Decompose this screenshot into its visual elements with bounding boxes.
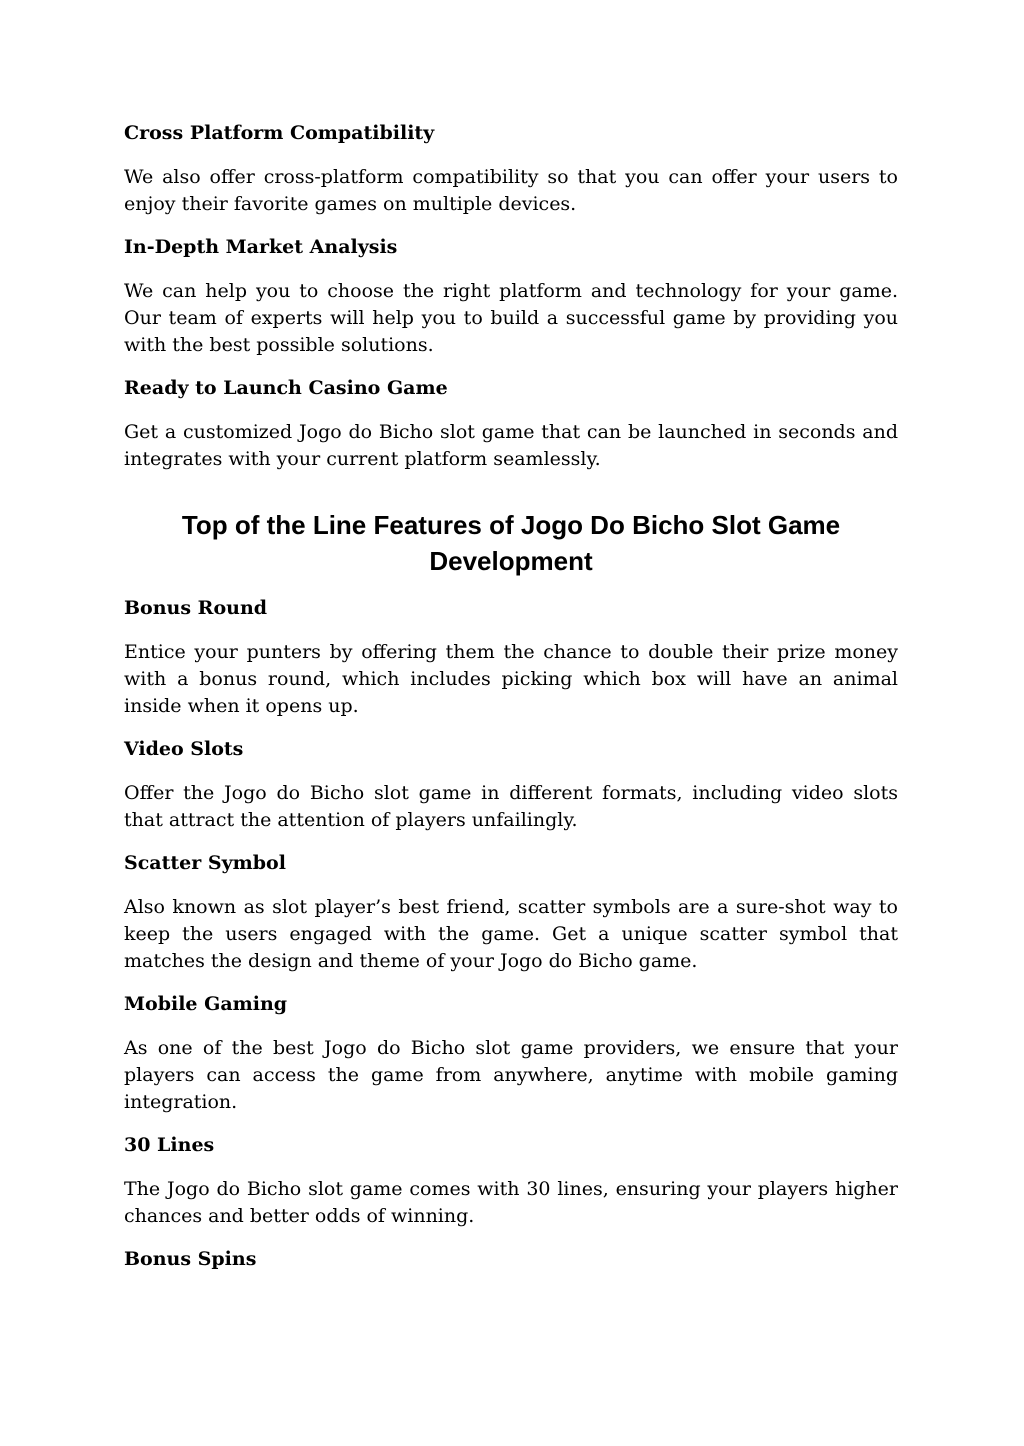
heading-market-analysis: In-Depth Market Analysis: [124, 236, 398, 258]
heading-30-lines: 30 Lines: [124, 1134, 215, 1156]
heading-video-slots: Video Slots: [124, 738, 244, 760]
heading-bonus-round: Bonus Round: [124, 597, 268, 619]
section-title: Top of the Line Features of Jogo Do Bicho Slot Game Development: [181, 510, 841, 576]
heading-mobile-gaming: Mobile Gaming: [124, 993, 288, 1015]
heading-bonus-spins: Bonus Spins: [124, 1248, 257, 1270]
paragraph-mobile-gaming: As one of the best Jogo do Bicho slot game providers, we ensure that your players can access the game from anywhere, anytime with mobile gaming integration.: [124, 1037, 898, 1113]
heading-cross-platform: Cross Platform Compatibility: [124, 122, 435, 144]
paragraph-video-slots: Offer the Jogo do Bicho slot game in different formats, including video slots that attract the attention of players unfailingly.: [124, 782, 898, 831]
paragraph-cross-platform: We also offer cross-platform compatibility so that you can offer your users to enjoy their favorite games on multiple devices.: [124, 166, 898, 215]
heading-ready-to-launch: Ready to Launch Casino Game: [124, 377, 448, 399]
heading-scatter-symbol: Scatter Symbol: [124, 852, 286, 874]
paragraph-30-lines: The Jogo do Bicho slot game comes with 30 lines, ensuring your players higher chances and better odds of winning.: [124, 1178, 898, 1227]
document-page: [124, 120, 898, 1273]
paragraph-scatter-symbol: Also known as slot player’s best friend, scatter symbols are a sure-shot way to keep the users engaged with the game. Get a unique scatter symbol that matches the design and theme of your Jogo do Bicho game.: [124, 896, 898, 972]
paragraph-market-analysis: We can help you to choose the right platform and technology for your game. Our team of experts will help you to build a successful game by providing you with the best possible solutions.: [124, 280, 898, 356]
paragraph-bonus-round: Entice your punters by offering them the chance to double their prize money with a bonus round, which includes picking which box will have an animal inside when it opens up.: [124, 641, 898, 717]
paragraph-ready-to-launch: Get a customized Jogo do Bicho slot game that can be launched in seconds and integrates with your current platform seamlessly.: [124, 421, 898, 470]
